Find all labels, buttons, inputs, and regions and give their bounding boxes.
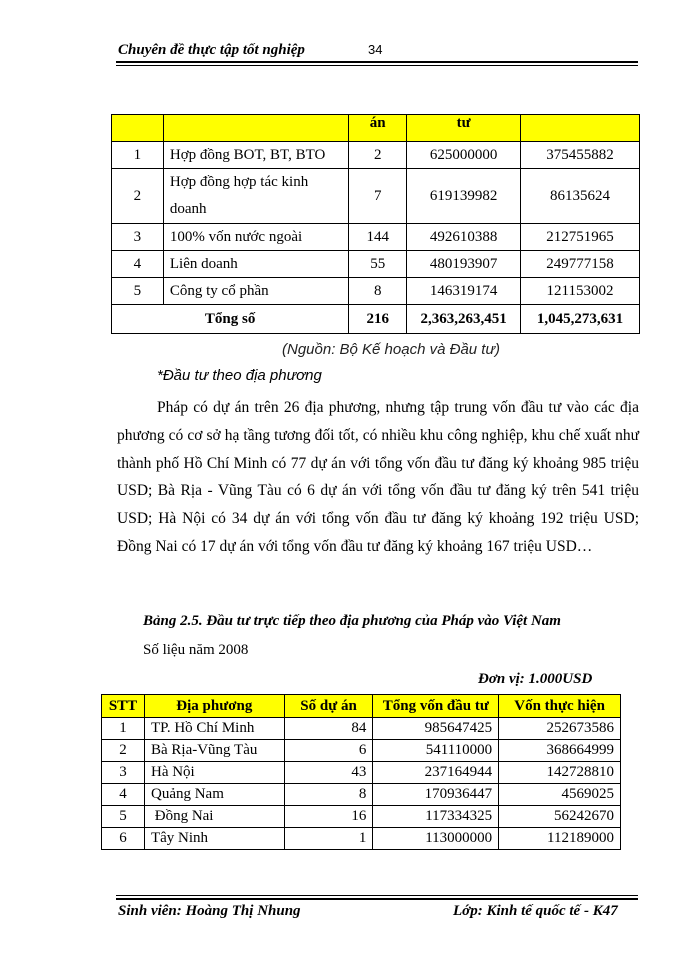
table-caption: Bảng 2.5. Đầu tư trực tiếp theo địa phương của Pháp vào Việt Nam xyxy=(143,613,561,629)
source-note: (Nguồn: Bộ Kế hoạch và Đầu tư) xyxy=(282,341,500,358)
page-number: 34 xyxy=(368,42,383,57)
table-header-cell xyxy=(163,115,348,142)
table-row xyxy=(112,278,640,305)
column-header: Số dự án xyxy=(284,695,373,718)
table-cell: 4569025 xyxy=(499,784,621,806)
table-cell: 7 xyxy=(349,169,407,224)
table-cell: 16 xyxy=(284,806,373,828)
header-rule xyxy=(116,61,638,63)
table-row xyxy=(102,718,621,740)
column-header: STT xyxy=(102,695,145,718)
column-header: Tổng vốn đầu tư xyxy=(373,695,499,718)
total-implemented: 1,045,273,631 xyxy=(521,305,640,334)
table-cell: 112189000 xyxy=(499,828,621,850)
total-projects: 216 xyxy=(349,305,407,334)
footer-rule xyxy=(116,898,638,900)
table-cell: 237164944 xyxy=(373,762,499,784)
table-header-cell: tư xyxy=(407,115,521,142)
table-cell: 56242670 xyxy=(499,806,621,828)
table-cell: Quảng Nam xyxy=(144,784,284,806)
column-header: Vốn thực hiện xyxy=(499,695,621,718)
footer-student: Sinh viên: Hoàng Thị Nhung xyxy=(118,903,301,919)
table-cell: 375455882 xyxy=(521,142,640,169)
table-header-cell: án xyxy=(349,115,407,142)
table-cell: 3 xyxy=(112,224,164,251)
table-row xyxy=(102,806,621,828)
table-header-row xyxy=(102,695,621,718)
locality-investment-table xyxy=(101,694,621,850)
table-cell: 2 xyxy=(112,169,164,224)
table-cell: 212751965 xyxy=(521,224,640,251)
total-label: Tổng số xyxy=(112,305,349,334)
table-row xyxy=(102,828,621,850)
table-cell: 1 xyxy=(102,718,145,740)
table-cell: 368664999 xyxy=(499,740,621,762)
table-cell: 249777158 xyxy=(521,251,640,278)
table-cell: 8 xyxy=(284,784,373,806)
table-cell: 100% vốn nước ngoài xyxy=(163,224,348,251)
table-cell: 8 xyxy=(349,278,407,305)
table-cell: 43 xyxy=(284,762,373,784)
table-cell: 619139982 xyxy=(407,169,521,224)
header-title: Chuyên đề thực tập tốt nghiệp xyxy=(118,42,305,58)
table-row xyxy=(102,762,621,784)
table-cell: 121153002 xyxy=(521,278,640,305)
body-paragraph xyxy=(117,394,639,561)
table-cell: Hợp đồng hợp tác kinh doanh xyxy=(163,169,348,224)
table-cell: 6 xyxy=(284,740,373,762)
table-header-row xyxy=(112,115,640,142)
table-cell: 492610388 xyxy=(407,224,521,251)
table-cell: Hà Nội xyxy=(144,762,284,784)
table-cell: 4 xyxy=(102,784,145,806)
table-header-cell xyxy=(521,115,640,142)
table-cell: 252673586 xyxy=(499,718,621,740)
table-cell: Liên doanh xyxy=(163,251,348,278)
table-cell: 142728810 xyxy=(499,762,621,784)
table-row xyxy=(112,224,640,251)
table-cell: Công ty cổ phần xyxy=(163,278,348,305)
column-header: Địa phương xyxy=(144,695,284,718)
footer-class: Lớp: Kinh tế quốc tế - K47 xyxy=(453,903,618,919)
table-cell: Đồng Nai xyxy=(144,806,284,828)
table-cell: 4 xyxy=(112,251,164,278)
table-cell: 985647425 xyxy=(373,718,499,740)
table-cell: 146319174 xyxy=(407,278,521,305)
table-total-row xyxy=(112,305,640,334)
table-cell: Hợp đồng BOT, BT, BTO xyxy=(163,142,348,169)
table-cell: 84 xyxy=(284,718,373,740)
investment-form-table xyxy=(111,114,640,334)
table-row xyxy=(112,251,640,278)
table-cell: TP. Hồ Chí Minh xyxy=(144,718,284,740)
table-header-cell xyxy=(112,115,164,142)
table-cell: 3 xyxy=(102,762,145,784)
total-capital: 2,363,263,451 xyxy=(407,305,521,334)
table-cell: 5 xyxy=(112,278,164,305)
table-cell: Tây Ninh xyxy=(144,828,284,850)
table-cell: 625000000 xyxy=(407,142,521,169)
table-cell: 144 xyxy=(349,224,407,251)
subheading: *Đầu tư theo địa phương xyxy=(157,367,322,384)
header-rule-thin xyxy=(116,65,638,66)
table-cell: 170936447 xyxy=(373,784,499,806)
table-cell: 541110000 xyxy=(373,740,499,762)
table-cell: 1 xyxy=(284,828,373,850)
table-row xyxy=(112,169,640,224)
table-cell: 55 xyxy=(349,251,407,278)
table-cell: 86135624 xyxy=(521,169,640,224)
year-note: Số liệu năm 2008 xyxy=(143,642,249,658)
table-cell: 480193907 xyxy=(407,251,521,278)
table-row xyxy=(102,784,621,806)
table-row xyxy=(112,142,640,169)
table-cell: 1 xyxy=(112,142,164,169)
paragraph-text: Pháp có dự án trên 26 địa phương, nhưng tập trung vốn đầu tư vào các địa phương có cơ sở hạ tầng tương đối tốt, có nhiều khu công nghiệp, khu chế xuất như thành phố Hồ Chí Minh có 77 dự án với tổng vốn đầu tư đăng ký khoảng 985 triệu USD; Bà Rịa - Vũng Tàu có 6 dự án với tổng vốn đầu tư đăng ký trên 541 triệu USD; Hà Nội có 34 dự án với tổng vốn đầu tư đăng ký khoảng 192 triệu USD; Đồng Nai có 17 dự án với tổng vốn đầu tư đăng ký khoảng 167 triệu USD… xyxy=(117,399,639,555)
table-cell: 2 xyxy=(349,142,407,169)
table-cell: Bà Rịa-Vũng Tàu xyxy=(144,740,284,762)
table-cell: 117334325 xyxy=(373,806,499,828)
table-cell: 2 xyxy=(102,740,145,762)
unit-note: Đơn vị: 1.000USD xyxy=(478,671,593,687)
table-row xyxy=(102,740,621,762)
table-cell: 5 xyxy=(102,806,145,828)
table-cell: 6 xyxy=(102,828,145,850)
table-cell: 113000000 xyxy=(373,828,499,850)
footer-rule-thin xyxy=(116,895,638,896)
